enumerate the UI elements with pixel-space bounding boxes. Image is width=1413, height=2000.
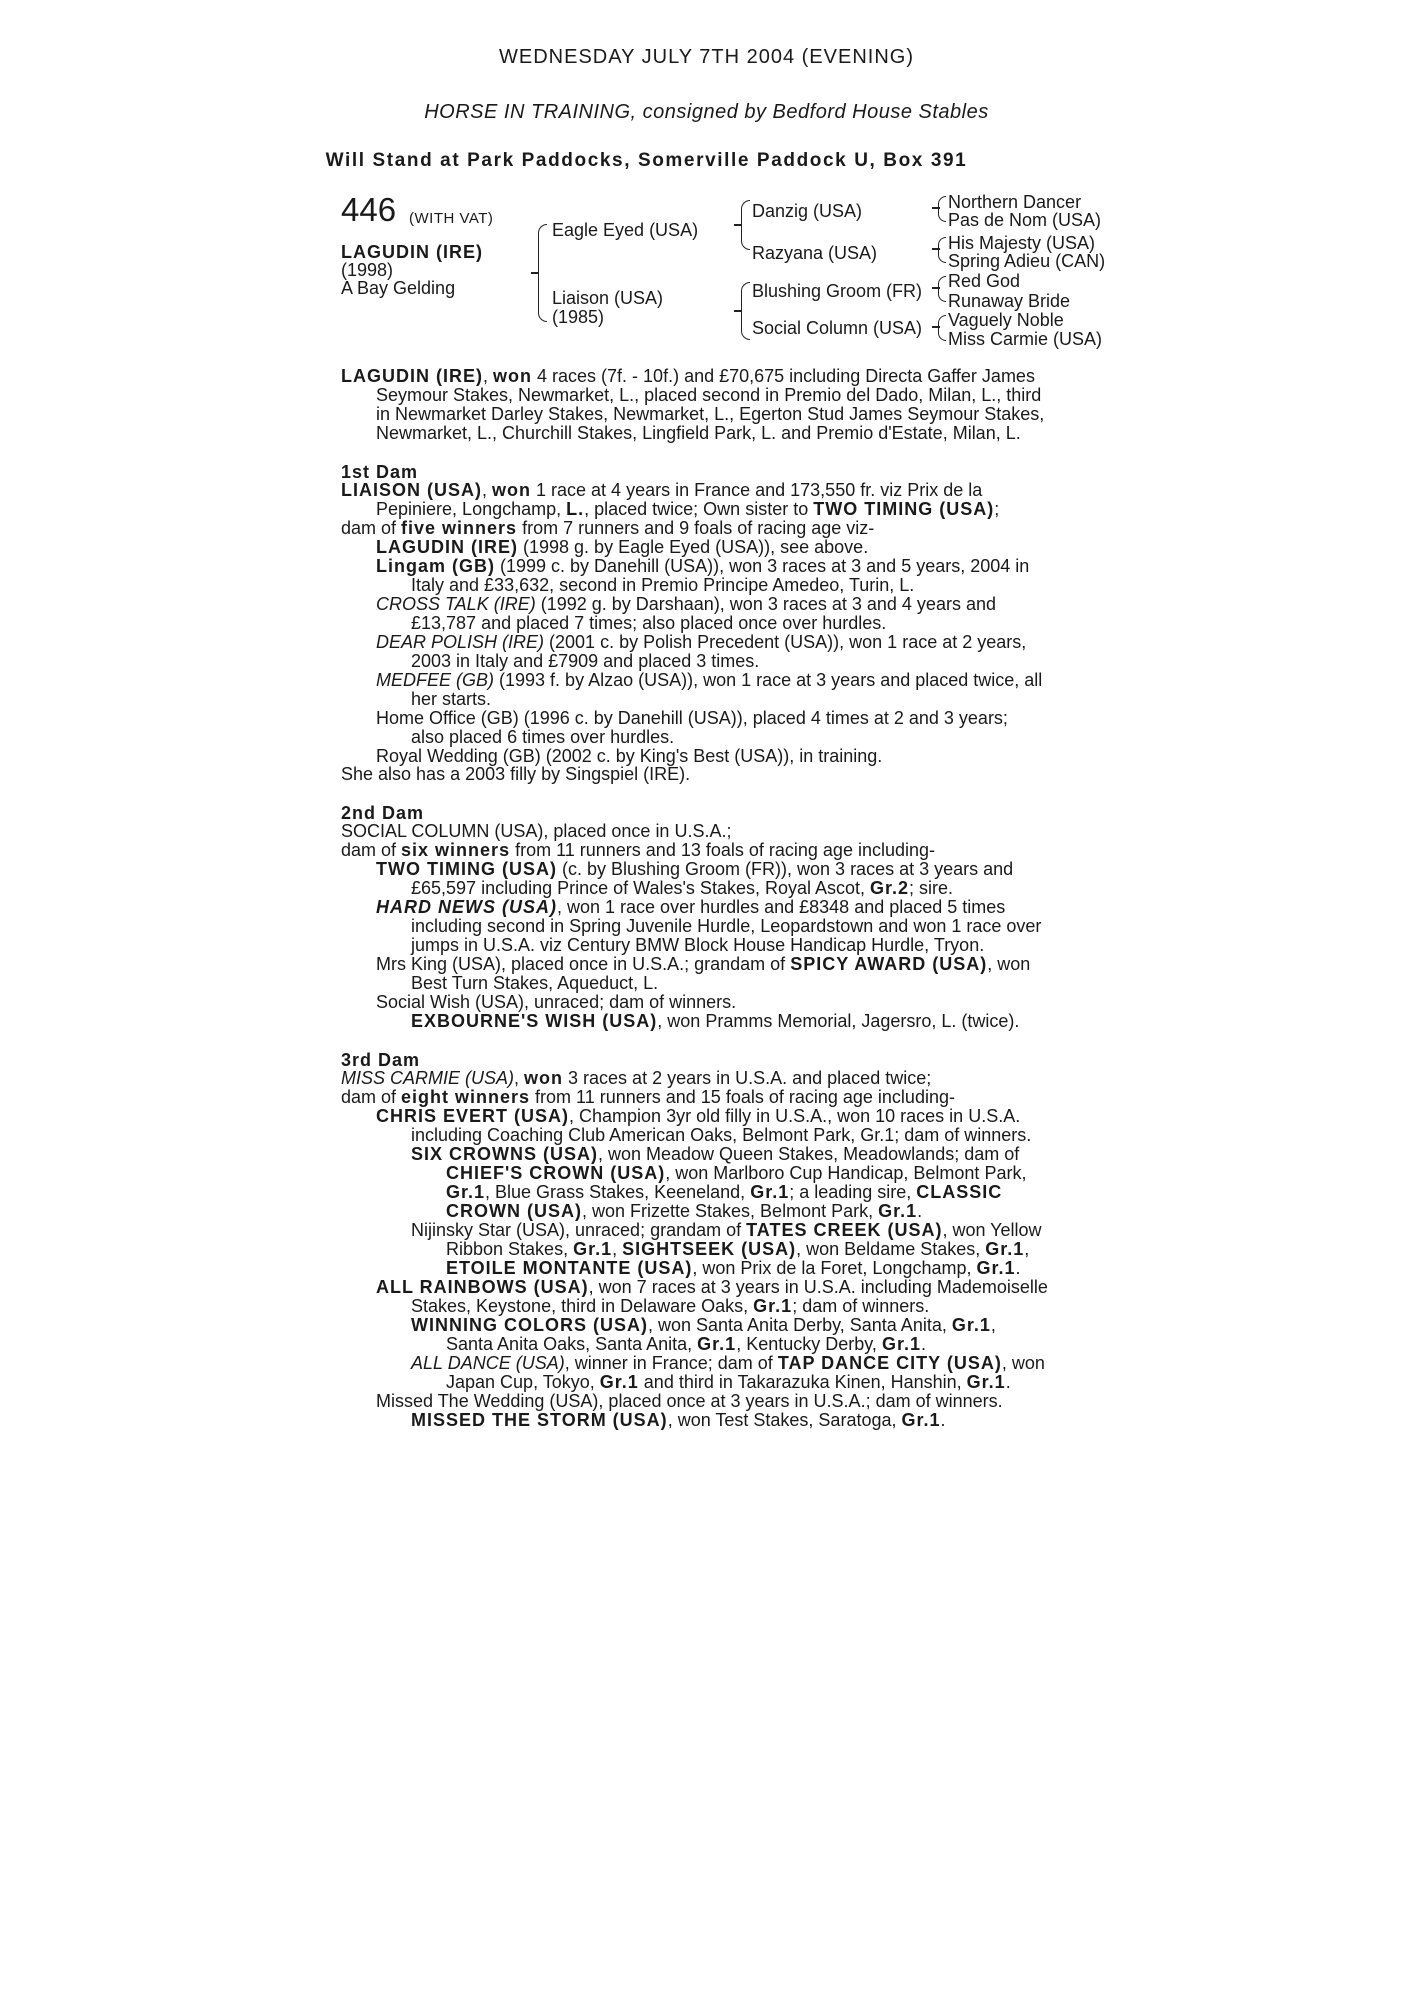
horse-name: LAGUDIN (IRE) [341,366,483,386]
dam-text: ; dam of winners. [792,1296,930,1316]
dam-text: , Blue Grass Stakes, Keeneland, [485,1182,751,1202]
dam-text: ; a leading sire, [789,1182,917,1202]
dam-text: , won [987,954,1031,974]
pedigree-dam-sire: Blushing Groom (FR) [752,281,923,301]
dam-text: , [990,1315,996,1335]
dam-text: including Coaching Club American Oaks, Belmont Park, Gr.1; dam of winners. [411,1125,1032,1145]
grade-label: Gr.1 [750,1182,790,1202]
dam-text: , [612,1239,623,1259]
summary-text: won [493,366,533,386]
grade-label: Gr.1 [878,1201,918,1221]
dam-text: Gr.2 [870,878,910,898]
dam-text: , won 7 races at 3 years in U.S.A. including Mademoiselle [588,1277,1048,1297]
stand-location: Will Stand at Park Paddocks, Somerville Paddock U, Box 391 [325,150,968,171]
horse-name: LAGUDIN (IRE) [341,242,483,262]
dam-text: , won Frizette Stakes, Belmont Park, [581,1201,879,1221]
horse-name: SPICY AWARD (USA) [790,954,988,974]
dam-text: (1993 f. by Alzao (USA)), won 1 race at 3 years and placed twice, all [494,670,1043,690]
consignment-line: HORSE IN TRAINING, consigned by Bedford House Stables [424,101,989,123]
dam-text: , winner in France; dam of [564,1353,778,1373]
horse-name: CHIEF'S CROWN (USA) [446,1163,666,1183]
pedigree-gen3: His Majesty (USA) [948,233,1096,253]
dam-text: , [1024,1239,1030,1259]
pedigree-gen3: Runaway Bride [948,291,1071,311]
pedigree-dam-year: (1985) [552,307,605,327]
section-heading: 1st Dam [341,462,419,482]
grade-label: Gr.1 [976,1258,1016,1278]
horse-name: ETOILE MONTANTE (USA) [446,1258,693,1278]
dam-text: Italy and £33,632, second in Premio Principe Amedeo, Turin, L. [411,575,915,595]
horse-description: A Bay Gelding [341,278,456,298]
pedigree-sire-sire: Danzig (USA) [752,201,863,221]
pedigree-gen3: Vaguely Noble [948,310,1064,330]
horse-name: ALL RAINBOWS (USA) [376,1277,589,1297]
dam-text: her starts. [411,689,492,709]
dam-text: 2003 in Italy and £7909 and placed 3 times. [411,651,760,671]
summary-text: Seymour Stakes, Newmarket, L., placed second in Premio del Dado, Milan, L., third [376,385,1042,405]
pedigree-gen3: Northern Dancer [948,192,1082,212]
section-heading: 2nd Dam [341,803,425,823]
dam-text: Ribbon Stakes, [446,1239,574,1259]
dam-text: , won Marlboro Cup Handicap, Belmont Park, [665,1163,1027,1183]
dam-text: , placed twice; Own sister to [584,499,814,519]
dam-text: , won Beldame Stakes, [796,1239,986,1259]
dam-text: £13,787 and placed 7 times; also placed once over hurdles. [411,613,887,633]
dam-text: six winners [401,840,511,860]
dam-text: Nijinsky Star (USA), unraced; grandam of [411,1220,747,1240]
dam-text: L. [566,499,585,519]
dam-text: from 11 runners and 13 foals of racing age including- [510,840,935,860]
pedigree-brace [938,315,946,341]
dam-text: Stakes, Keystone, third in Delaware Oaks, [411,1296,754,1316]
dam-text: , won Prix de la Foret, Longchamp, [692,1258,977,1278]
dam-text: , won Pramms Memorial, Jagersro, L. (twice). [657,1011,1020,1031]
pedigree-brace-tick [932,207,940,209]
summary-text: 4 races (7f. - 10f.) and £70,675 including Directa Gaffer James [532,366,1035,386]
dam-text: dam of [341,1087,402,1107]
horse-name: MEDFEE (GB) [376,670,495,690]
dam-text: . [1015,1258,1021,1278]
grade-label: Gr.1 [901,1410,941,1430]
dam-text: Pepiniere, Longchamp, [376,499,567,519]
pedigree-brace-tick [932,326,940,328]
horse-name: CROSS TALK (IRE) [376,594,536,614]
dam-text: from 11 runners and 15 foals of racing age including- [530,1087,955,1107]
horse-name: CROWN (USA) [446,1201,582,1221]
horse-name: TWO TIMING (USA) [813,499,995,519]
grade-label: Gr.1 [951,1315,991,1335]
catalogue-page: WEDNESDAY JULY 7TH 2004 (EVENING) HORSE IN TRAINING, consigned by Bedford House Stables Will Stand at Park Paddocks, Somerville Paddock U, Box 391 446 (WITH VAT) LAGUDIN (IRE) (1998) A Bay Gelding Eagle Eyed (USA) Liaison (USA) (1985) Danzig (USA) Razyana (USA) Blushing Groom (FR) Social Column (USA) Northern Dancer Pas de Nom (USA) His Majesty (USA) Spring Adieu (CAN) Red God Runaway Bride Vaguely Noble Miss Carmie (USA) LAGUDIN (IRE), won 4 races (7f. - 10f.) and £70,675 including Directa Gaffer James Seymour Stakes, Newmarket, L., placed second in Premio del Dado, Milan, L., third in Newmarket Darley Stakes, Newmarket, L., Egerton Stud James Seymour Stakes, Newmarket, L., Churchill Stakes, Lingfield Park, L. and Premio d'Estate, Milan, L. 1st Dam LIAISON (USA), won 1 race at 4 years in France and 173,550 fr. viz Prix de la Pepiniere, Longchamp, L., placed twice; Own sister to TWO TIMING (USA); dam of five winners from 7 runners and 9 foals of racing age viz- LAGUDIN (IRE) (1998 g. by Eagle Eyed (USA)), see above. Lingam (GB) (1999 c. by Danehill (USA)), won 3 races at 3 and 5 years, 2004 in Italy and £33,632, second in Premio Principe Amedeo, Turin, L. CROSS TALK (IRE) (1992 g. by Darshaan), won 3 races at 3 and 4 years and £13,787 and placed 7 times; also placed once over hurdles. DEAR POLISH (IRE) (2001 c. by Polish Precedent (USA)), won 1 race at 2 years, 2003 in Italy and £7909 and placed 3 times. MEDFEE (GB) (1993 f. by Alzao (USA)), won 1 race at 3 years and placed twice, all her starts. Home Office (GB) (1996 c. by Danehill (USA)), placed 4 times at 2 and 3 years; also placed 6 times over hurdles. Royal Wedding (GB) (2002 c. by King's Best (USA)), in training. She also has a 2003 filly by Singspiel (IRE). 2nd Dam SOCIAL COLUMN (USA), placed once in U.S.A.; dam of six winners from 11 runners and 13 foals of racing age including- TWO TIMING (USA) (c. by Blushing Groom (FR)), won 3 races at 3 years and £65,597 including Prince of Wales's Stakes, Royal Ascot, Gr.2; sire. HARD NEWS (USA), won 1 race over hurdles and £8348 and placed 5 times including second in Spring Juvenile Hurdle, Leopardstown and won 1 race over jumps in U.S.A. viz Century BMW Block House Handicap Hurdle, Tryon. Mrs King (USA), placed once in U.S.A.; grandam of SPICY AWARD (USA), won Best Turn Stakes, Aqueduct, L. Social Wish (USA), unraced; dam of winners. EXBOURNE'S WISH (USA), won Pramms Memorial, Jagersro, L. (twice). 3rd Dam MISS CARMIE (USA), won 3 races at 2 years in U.S.A. and placed twice; dam of eight winners from 11 runners and 15 foals of racing age including- CHRIS EVERT (USA), Champion 3yr old filly in U.S.A., won 10 races in U.S.A. including Coaching Club American Oaks, Belmont Park, Gr.1; dam of winners. SIX CROWNS (USA), won Meadow Queen Stakes, Meadowlands; dam of CHIEF'S CROWN (USA), won Marlboro Cup Handicap, Belmont Park, Gr.1, Blue Grass Stakes, Keeneland, Gr.1; a leading sire, CLASSIC CROWN (USA), won Frizette Stakes, Belmont Park, Gr.1. Nijinsky Star (USA), unraced; grandam of TATES CREEK (USA), won Yellow Ribbon Stakes, Gr.1, SIGHTSEEK (USA), won Beldame Stakes, Gr.1, ETOILE MONTANTE (USA), won Prix de la Foret, Longchamp, Gr.1. ALL RAINBOWS (USA), won 7 races at 3 years in U.S.A. including Mademoiselle Stakes, Keystone, third in Delaware Oaks, Gr.1; dam of winners. WINNING COLORS (USA), won Santa Anita Derby, Santa Anita, Gr.1, Santa Anita Oaks, Santa Anita, Gr.1, Kentucky Derby, Gr.1. ALL DANCE (USA), winner in France; dam of TAP DANCE CITY (USA), won Japan Cup, Tokyo, Gr.1 and third in Takarazuka Kinen, Hanshin, Gr.1. Missed The Wedding (USA), placed once at 3 years in U.S.A.; dam of winners. MISSED THE STORM (USA), won Test Stakes, Saratoga, Gr.1. [0,0,1413,2000]
pedigree-brace-tick [932,287,940,289]
pedigree-sire: Eagle Eyed (USA) [552,220,699,240]
dam-text: . [920,1334,926,1354]
pedigree-gen3: Miss Carmie (USA) [948,329,1103,349]
pedigree-brace-tick [531,272,539,274]
pedigree-brace [741,200,750,250]
vat-note: (WITH VAT) [409,210,494,227]
pedigree-brace-tick [734,310,742,312]
dam-text: , won Santa Anita Derby, Santa Anita, [647,1315,952,1335]
dam-name: MISS CARMIE (USA) [341,1068,515,1088]
horse-name: TAP DANCE CITY (USA) [777,1353,1002,1373]
dam-text: , won Meadow Queen Stakes, Meadowlands; dam of [598,1144,1020,1164]
pedigree-brace [741,282,750,340]
pedigree-dam-dam: Social Column (USA) [752,318,923,338]
horse-name: Lingam (GB) [376,556,495,576]
dam-text: £65,597 including Prince of Wales's Stakes, Royal Ascot, [411,878,871,898]
dam-text: 1 race at 4 years in France and 173,550 fr. viz Prix de la [531,480,983,500]
summary-text: in Newmarket Darley Stakes, Newmarket, L., Egerton Stud James Seymour Stakes, [376,404,1045,424]
grade-label: Gr.1 [985,1239,1025,1259]
pedigree-gen3: Spring Adieu (CAN) [948,251,1106,271]
dam-text: . [940,1410,946,1430]
dam-text: , won 1 race over hurdles and £8348 and placed 5 times [557,897,1006,917]
section-heading: 3rd Dam [341,1050,421,1070]
sale-date: WEDNESDAY JULY 7TH 2004 (EVENING) [499,46,914,68]
pedigree-gen3: Red God [948,271,1021,291]
horse-name: SIGHTSEEK (USA) [622,1239,797,1259]
pedigree-brace [538,224,547,322]
dam-text: won [492,480,532,500]
dam-text: jumps in U.S.A. viz Century BMW Block House Handicap Hurdle, Tryon. [411,935,985,955]
dam-text: eight winners [401,1087,531,1107]
horse-name: DEAR POLISH (IRE) [376,632,545,652]
pedigree-dam: Liaison (USA) [552,288,664,308]
horse-name: CHRIS EVERT (USA) [376,1106,570,1126]
dam-name: LIAISON (USA) [341,480,482,500]
dam-text: . [1005,1372,1011,1392]
pedigree-brace [938,276,946,302]
dam-text: SOCIAL COLUMN (USA), placed once in U.S.A.; [341,821,732,841]
dam-text: and third in Takarazuka Kinen, Hanshin, [638,1372,967,1392]
grade-label: Gr.1 [753,1296,793,1316]
dam-text: (1992 g. by Darshaan), won 3 races at 3 and 4 years and [535,594,996,614]
dam-text: dam of [341,840,402,860]
horse-name: SIX CROWNS (USA) [411,1144,598,1164]
dam-text: , won Test Stakes, Saratoga, [667,1410,902,1430]
horse-name: LAGUDIN (IRE) [376,537,518,557]
horse-year: (1998) [341,260,394,280]
pedigree-gen3: Pas de Nom (USA) [948,210,1102,230]
dam-text: from 7 runners and 9 foals of racing age viz- [517,518,875,538]
summary-text: Newmarket, L., Churchill Stakes, Lingfield Park, L. and Premio d'Estate, Milan, L. [376,423,1021,443]
dam-text: five winners [401,518,518,538]
dam-text: Best Turn Stakes, Aqueduct, L. [411,973,659,993]
dam-text: Missed The Wedding (USA), placed once at 3 years in U.S.A.; dam of winners. [376,1391,1003,1411]
dam-text: ; [994,499,1000,519]
pedigree-brace-tick [734,224,742,226]
horse-name: TATES CREEK (USA) [746,1220,943,1240]
dam-text: ; sire. [909,878,954,898]
horse-name: TWO TIMING (USA) [376,859,557,879]
dam-text: Royal Wedding (GB) (2002 c. by King's Best (USA)), in training. [376,746,883,766]
dam-text: including second in Spring Juvenile Hurdle, Leopardstown and won 1 race over [411,916,1042,936]
dam-text: . [917,1201,923,1221]
dam-text: Social Wish (USA), unraced; dam of winners. [376,992,737,1012]
dam-text: Mrs King (USA), placed once in U.S.A.; grandam of [376,954,791,974]
horse-name: CLASSIC [916,1182,1003,1202]
dam-text: Home Office (GB) (1996 c. by Danehill (USA)), placed 4 times at 2 and 3 years; [376,708,1008,728]
pedigree-brace [938,196,946,222]
grade-label: Gr.1 [881,1334,921,1354]
pedigree-sire-dam: Razyana (USA) [752,243,878,263]
dam-text: Santa Anita Oaks, Santa Anita, [446,1334,698,1354]
dam-text: , won [1001,1353,1045,1373]
lot-number: 446 [341,191,397,228]
dam-text: also placed 6 times over hurdles. [411,727,675,747]
pedigree-brace [938,237,946,263]
horse-name: EXBOURNE'S WISH (USA) [411,1011,658,1031]
grade-label: Gr.1 [446,1182,486,1202]
horse-name: MISSED THE STORM (USA) [411,1410,668,1430]
horse-name: WINNING COLORS (USA) [411,1315,648,1335]
dam-text: , Champion 3yr old filly in U.S.A., won 10 races in U.S.A. [569,1106,1021,1126]
dam-text: , won Yellow [942,1220,1042,1240]
dam-text: dam of [341,518,402,538]
grade-label: Gr.1 [697,1334,737,1354]
horse-name: HARD NEWS (USA) [376,897,557,917]
grade-label: Gr.1 [599,1372,639,1392]
horse-name: ALL DANCE (USA) [411,1353,565,1373]
pedigree-brace-tick [932,248,940,250]
dam-text: (1998 g. by Eagle Eyed (USA)), see above. [518,537,869,557]
dam-text: (1999 c. by Danehill (USA)), won 3 races at 3 and 5 years, 2004 in [495,556,1030,576]
dam-text: (2001 c. by Polish Precedent (USA)), won 1 race at 2 years, [544,632,1027,652]
dam-text: 3 races at 2 years in U.S.A. and placed twice; [563,1068,932,1088]
dam-text: She also has a 2003 filly by Singspiel (IRE). [341,764,691,784]
dam-text: (c. by Blushing Groom (FR)), won 3 races at 3 years and [556,859,1014,879]
dam-text: won [524,1068,564,1088]
grade-label: Gr.1 [573,1239,613,1259]
grade-label: Gr.1 [966,1372,1006,1392]
dam-text: , Kentucky Derby, [736,1334,882,1354]
dam-text: Japan Cup, Tokyo, [446,1372,600,1392]
